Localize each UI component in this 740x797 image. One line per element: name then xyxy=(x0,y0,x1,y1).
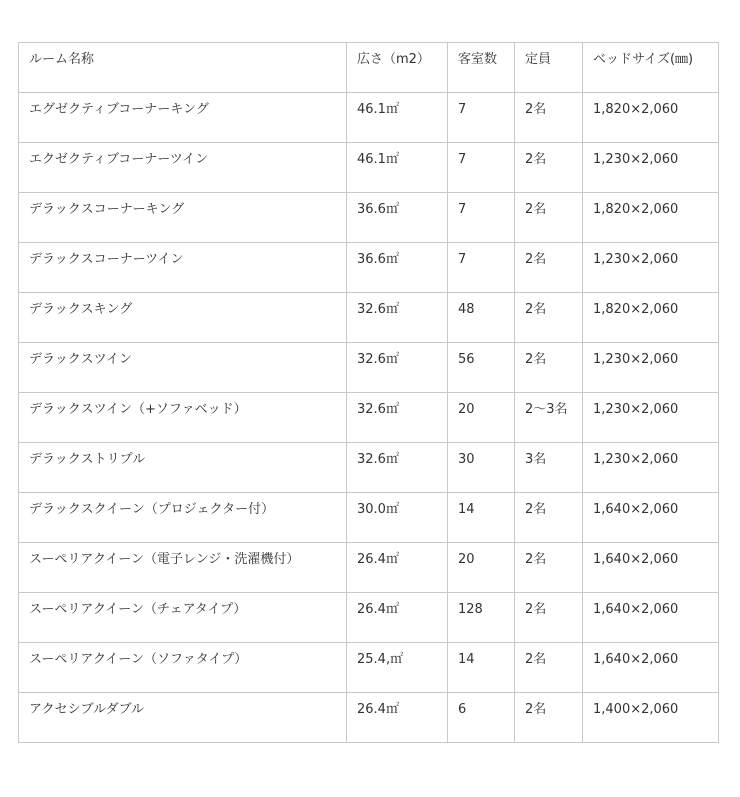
room-table-container xyxy=(18,42,718,743)
cell-room-count: 20 xyxy=(448,393,515,443)
cell-area: 46.1㎡ xyxy=(347,143,448,193)
cell-room-name: エクゼクティブコーナーツイン xyxy=(19,143,347,193)
cell-bed-size: 1,230×2,060 xyxy=(583,143,719,193)
table-row xyxy=(19,143,719,193)
cell-bed-size: 1,820×2,060 xyxy=(583,293,719,343)
cell-area: 32.6㎡ xyxy=(347,293,448,343)
cell-bed-size: 1,230×2,060 xyxy=(583,343,719,393)
cell-room-count: 20 xyxy=(448,543,515,593)
cell-room-name: デラックスキング xyxy=(19,293,347,343)
cell-capacity: 2名 xyxy=(515,693,583,743)
cell-capacity: 2名 xyxy=(515,543,583,593)
table-row xyxy=(19,593,719,643)
table-header-row xyxy=(19,43,719,93)
cell-room-name: スーペリアクイーン（電子レンジ・洗濯機付） xyxy=(19,543,347,593)
cell-room-count: 7 xyxy=(448,193,515,243)
cell-area: 32.6㎡ xyxy=(347,393,448,443)
cell-bed-size: 1,640×2,060 xyxy=(583,543,719,593)
cell-capacity: 2〜3名 xyxy=(515,393,583,443)
table-row xyxy=(19,293,719,343)
cell-room-count: 14 xyxy=(448,643,515,693)
table-row xyxy=(19,493,719,543)
cell-capacity: 2名 xyxy=(515,593,583,643)
cell-room-count: 56 xyxy=(448,343,515,393)
table-row xyxy=(19,543,719,593)
cell-capacity: 2名 xyxy=(515,343,583,393)
cell-area: 36.6㎡ xyxy=(347,193,448,243)
cell-capacity: 2名 xyxy=(515,293,583,343)
cell-room-count: 30 xyxy=(448,443,515,493)
cell-area: 46.1㎡ xyxy=(347,93,448,143)
cell-bed-size: 1,230×2,060 xyxy=(583,243,719,293)
cell-room-count: 128 xyxy=(448,593,515,643)
room-table xyxy=(18,42,719,743)
cell-capacity: 2名 xyxy=(515,243,583,293)
cell-room-name: デラックスクイーン（プロジェクター付） xyxy=(19,493,347,543)
table-row xyxy=(19,693,719,743)
cell-room-name: スーペリアクイーン（ソファタイプ） xyxy=(19,643,347,693)
cell-room-count: 7 xyxy=(448,243,515,293)
table-row xyxy=(19,393,719,443)
cell-room-count: 14 xyxy=(448,493,515,543)
header-area: 広さ（m2） xyxy=(347,43,448,93)
cell-bed-size: 1,400×2,060 xyxy=(583,693,719,743)
cell-capacity: 3名 xyxy=(515,443,583,493)
cell-bed-size: 1,820×2,060 xyxy=(583,193,719,243)
cell-bed-size: 1,230×2,060 xyxy=(583,443,719,493)
cell-room-name: デラックスツイン（+ソファベッド） xyxy=(19,393,347,443)
cell-bed-size: 1,640×2,060 xyxy=(583,493,719,543)
cell-room-count: 7 xyxy=(448,143,515,193)
cell-area: 32.6㎡ xyxy=(347,343,448,393)
cell-bed-size: 1,640×2,060 xyxy=(583,643,719,693)
cell-room-name: アクセシブルダブル xyxy=(19,693,347,743)
cell-area: 36.6㎡ xyxy=(347,243,448,293)
header-bed-size: ベッドサイズ(㎜) xyxy=(583,43,719,93)
cell-area: 30.0㎡ xyxy=(347,493,448,543)
table-row xyxy=(19,243,719,293)
table-row xyxy=(19,443,719,493)
cell-capacity: 2名 xyxy=(515,193,583,243)
cell-room-count: 48 xyxy=(448,293,515,343)
cell-room-count: 6 xyxy=(448,693,515,743)
header-capacity: 定員 xyxy=(515,43,583,93)
cell-room-name: デラックスツイン xyxy=(19,343,347,393)
cell-room-name: スーペリアクイーン（チェアタイプ） xyxy=(19,593,347,643)
cell-capacity: 2名 xyxy=(515,143,583,193)
header-room-name: ルーム名称 xyxy=(19,43,347,93)
table-row xyxy=(19,643,719,693)
cell-bed-size: 1,640×2,060 xyxy=(583,593,719,643)
cell-capacity: 2名 xyxy=(515,493,583,543)
cell-area: 25.4,㎡ xyxy=(347,643,448,693)
table-row xyxy=(19,93,719,143)
cell-room-name: デラックスコーナーキング xyxy=(19,193,347,243)
cell-room-name: エグゼクティブコーナーキング xyxy=(19,93,347,143)
cell-bed-size: 1,820×2,060 xyxy=(583,93,719,143)
cell-room-name: デラックスコーナーツイン xyxy=(19,243,347,293)
table-row xyxy=(19,193,719,243)
cell-area: 26.4㎡ xyxy=(347,693,448,743)
cell-area: 32.6㎡ xyxy=(347,443,448,493)
cell-capacity: 2名 xyxy=(515,643,583,693)
table-row xyxy=(19,343,719,393)
cell-bed-size: 1,230×2,060 xyxy=(583,393,719,443)
cell-area: 26.4㎡ xyxy=(347,593,448,643)
header-room-count: 客室数 xyxy=(448,43,515,93)
cell-room-count: 7 xyxy=(448,93,515,143)
cell-capacity: 2名 xyxy=(515,93,583,143)
cell-area: 26.4㎡ xyxy=(347,543,448,593)
cell-room-name: デラックストリプル xyxy=(19,443,347,493)
